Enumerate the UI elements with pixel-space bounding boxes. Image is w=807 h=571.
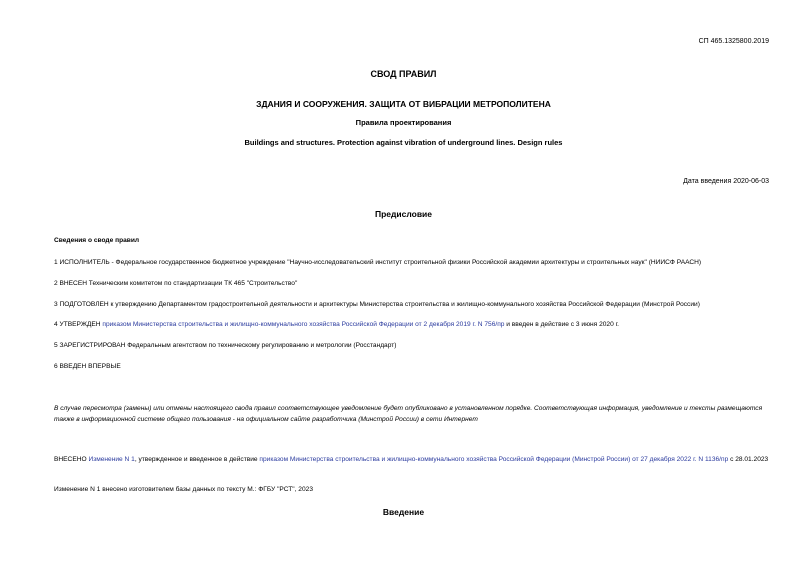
info-heading: Сведения о своде правил — [54, 237, 140, 244]
item-6: 6 ВВЕДЕН ВПЕРВЫЕ — [54, 363, 121, 370]
amendment-note: Изменение N 1 внесено изготовителем базы данных по тексту М.: ФГБУ "РСТ", 2023 — [54, 486, 313, 493]
item-4-suffix: и введен в действие с 3 июня 2020 г. — [504, 321, 620, 328]
item-5: 5 ЗАРЕГИСТРИРОВАН Федеральным агентством по техническому регулированию и метрологии (Росстандарт) — [54, 342, 397, 349]
intro-date: Дата введения 2020-06-03 — [683, 178, 769, 185]
intro-heading: Введение — [382, 507, 425, 517]
doc-code: СП 465.1325800.2019 — [698, 38, 769, 45]
amendment-mid: , утвержденное и введенное в действие — [134, 456, 260, 463]
title-ru: ЗДАНИЯ И СООРУЖЕНИЯ. ЗАЩИТА ОТ ВИБРАЦИИ МЕТРОПОЛИТЕНА — [256, 99, 551, 109]
subtitle-ru: Правила проектирования — [355, 118, 452, 127]
item-1: 1 ИСПОЛНИТЕЛЬ - Федеральное государственное бюджетное учреждение "Научно-исследовательский институт строительной физики Российской академии архитектуры и строительных наук" (НИИСФ РААСН) — [54, 259, 702, 266]
amendment-paragraph — [54, 454, 770, 465]
item-2: 2 ВНЕСЕН Техническим комитетом по стандартизации ТК 465 "Строительство" — [54, 280, 298, 287]
revision-notice: В случае пересмотра (замены) или отмены настоящего свода правил соответствующее уведомление будет опубликовано в установленном порядке. Соответствующая информация, уведомление и тексты размещаются также в информационной системе общего пользования - на официальном сайте разработчика (Минстрой России) в сети Интернет — [54, 405, 763, 423]
title-main: СВОД ПРАВИЛ — [370, 69, 437, 79]
title-en: Buildings and structures. Protection against vibration of underground lines. Design rules — [244, 138, 563, 147]
item-4 — [54, 321, 619, 328]
item-3: 3 ПОДГОТОВЛЕН к утверждению Департаментом градостроительной деятельности и архитектуры Министерства строительства и жилищно-коммунального хозяйства Российской Федерации (Минстрой России) — [54, 301, 700, 308]
preface-heading: Предисловие — [374, 209, 433, 219]
item-4-prefix: 4 УТВЕРЖДЕН — [54, 321, 103, 328]
order-link-2022[interactable]: приказом Министерства строительства и жилищно-коммунального хозяйства Российской Федерации (Минстрой России) от 27 декабря 2022 г. N 1136/пр — [259, 456, 729, 463]
amendment-prefix: ВНЕСЕНО — [54, 456, 89, 463]
order-link-2019[interactable]: приказом Министерства строительства и жилищно-коммунального хозяйства Российской Федерации от 2 декабря 2019 г. N 756/пр — [102, 321, 505, 328]
amendment-suffix: с 28.01.2023 — [728, 456, 769, 463]
amendment-link[interactable]: Изменение N 1 — [88, 456, 135, 463]
